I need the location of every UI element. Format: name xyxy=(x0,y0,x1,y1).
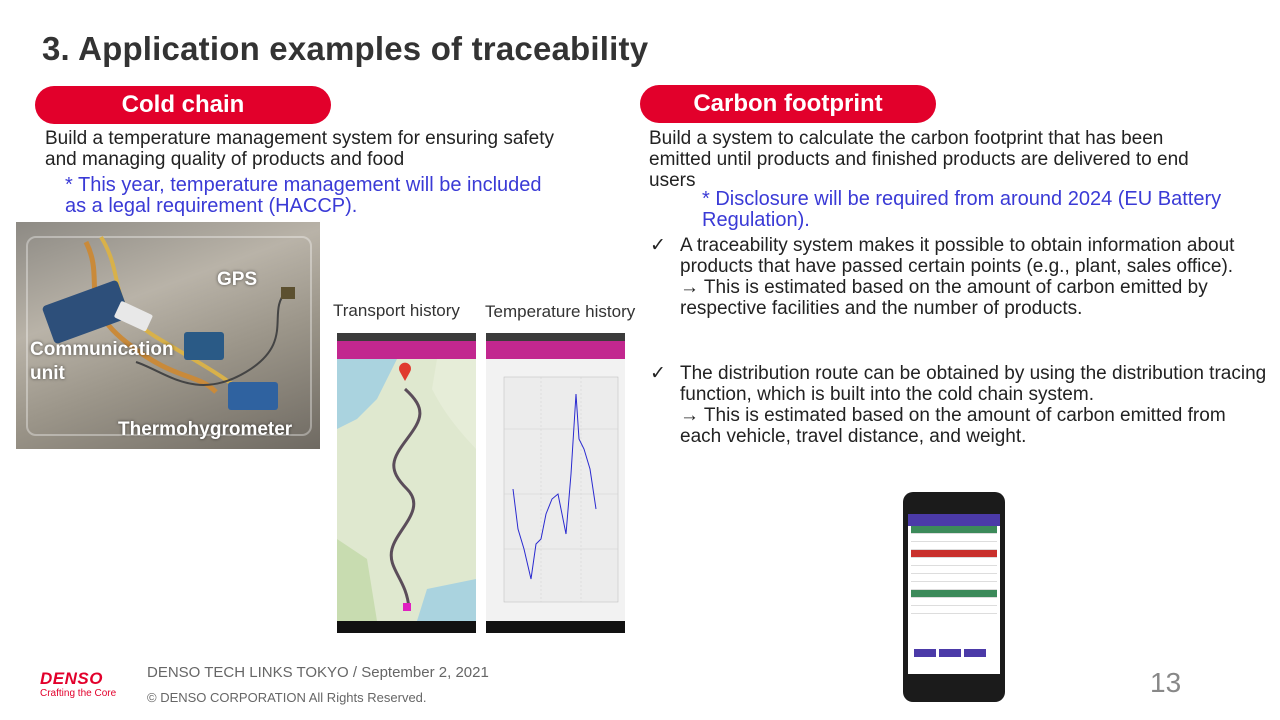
cold-chain-note: * This year, temperature management will be included as a legal requirement (HACCP). xyxy=(65,174,542,217)
bullet-traceability-main: A traceability system makes it possible to obtain information about products that have passed certain points (e.g., plant, sales office). xyxy=(680,235,1235,277)
bullet-traceability-text xyxy=(680,235,1270,319)
temperature-history-caption: Temperature history xyxy=(485,302,636,321)
carbon-footprint-heading: Carbon footprint xyxy=(640,85,936,123)
cold-chain-heading: Cold chain xyxy=(35,86,331,124)
bullet-traceability-sub: → This is estimated based on the amount of carbon emitted by respective facilities and the number of products. xyxy=(680,277,1208,319)
smartphone-screen xyxy=(908,514,1000,674)
denso-logo: DENSO xyxy=(40,669,103,688)
carbon-footprint-note: * Disclosure will be required from around 2024 (EU Battery Regulation). xyxy=(702,188,1222,231)
gps-label: GPS xyxy=(217,269,258,290)
bullet-distribution-route-sub: → This is estimated based on the amount of carbon emitted from each vehicle, travel distance, and weight. xyxy=(680,405,1226,447)
bullet-distribution-route-main: The distribution route can be obtained by using the distribution tracing function, which is built into the cold chain system. xyxy=(680,363,1267,405)
bullet-traceability xyxy=(650,235,1270,345)
device-photo xyxy=(16,222,320,449)
transport-history-screenshot xyxy=(337,333,476,633)
device-cables-drawing xyxy=(16,222,320,449)
page-number: 13 xyxy=(1150,667,1182,698)
check-icon: ✓ xyxy=(650,363,666,384)
check-icon: ✓ xyxy=(650,235,666,256)
event-info: DENSO TECH LINKS TOKYO / September 2, 2021 xyxy=(147,664,489,681)
communication-unit-label: Communication unit xyxy=(30,339,174,384)
temperature-history-screenshot xyxy=(486,333,625,633)
bullet-distribution-route xyxy=(650,363,1270,473)
copyright: © DENSO CORPORATION All Rights Reserved. xyxy=(147,690,427,705)
carbon-footprint-description: Build a system to calculate the carbon footprint that has been emitted until products and finished products are delivered to end users xyxy=(649,128,1189,191)
slide-title: 3. Application examples of traceability xyxy=(42,30,649,67)
cold-chain-description: Build a temperature management system for ensuring safety and managing quality of products and food xyxy=(45,128,555,170)
smartphone-mockup xyxy=(903,492,1005,702)
thermohygrometer-label: Thermohygrometer xyxy=(118,419,293,440)
denso-tagline: Crafting the Core xyxy=(40,688,117,699)
bullet-distribution-route-text xyxy=(680,363,1270,447)
route-map xyxy=(337,359,476,621)
transport-history-caption: Transport history xyxy=(333,301,460,320)
temperature-line-chart xyxy=(486,359,625,621)
